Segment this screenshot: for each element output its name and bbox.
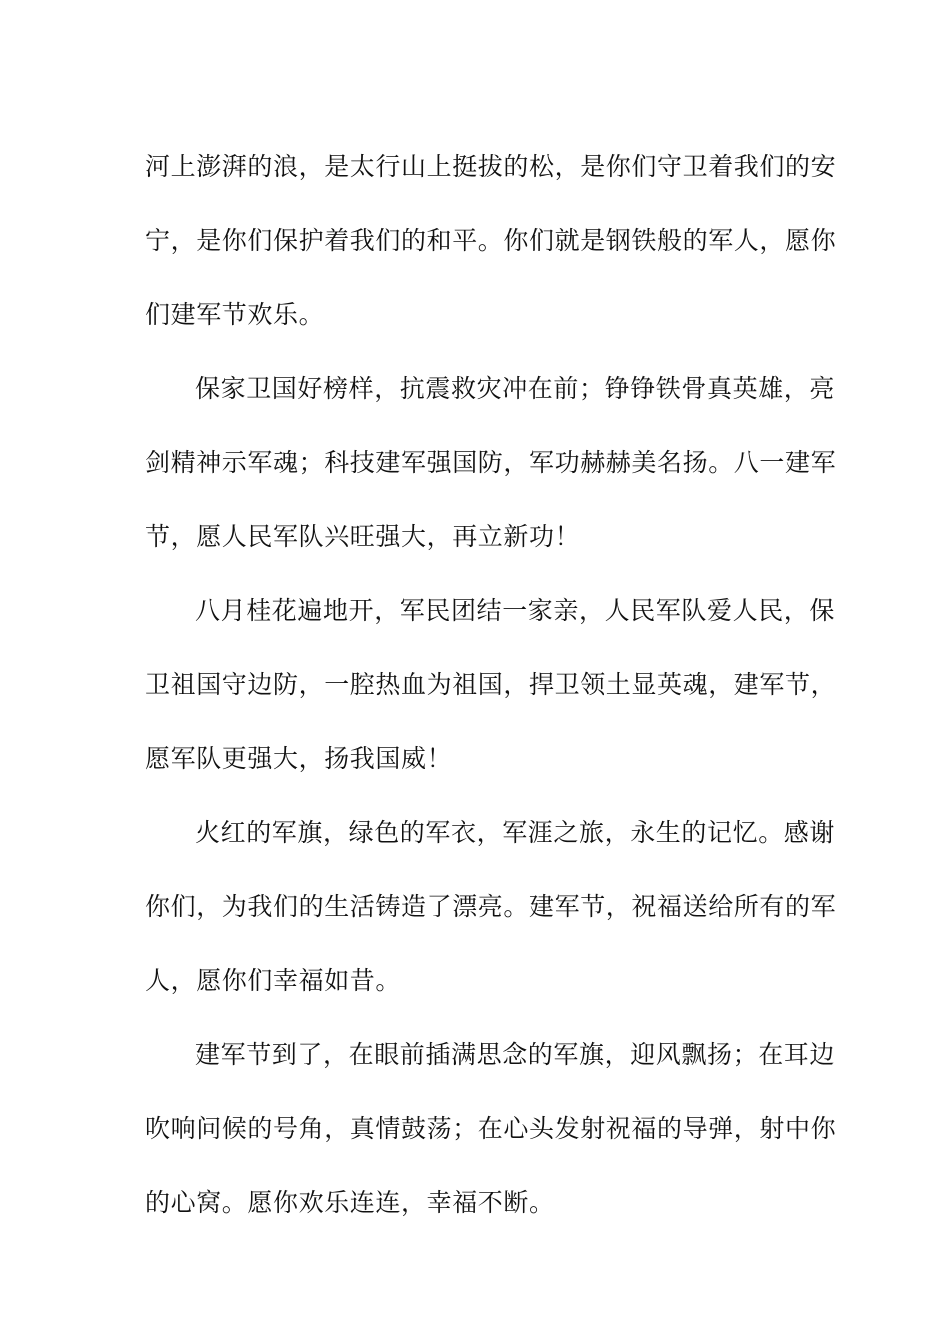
text-line: 你们，为我们的生活铸造了漂亮。建军节，祝福送给所有的军 [145, 892, 837, 921]
text-line: 保家卫国好榜样，抗震救灾冲在前；铮铮铁骨真英雄，亮 [195, 374, 836, 403]
text-line: 剑精神示军魂；科技建军强国防，军功赫赫美名扬。八一建军 [145, 448, 837, 477]
text-line: 节，愿人民军队兴旺强大，再立新功！ [145, 522, 581, 551]
text-line: 们建军节欢乐。 [145, 300, 325, 329]
text-line: 吹响问候的号角，真情鼓荡；在心头发射祝福的导弹，射中你 [145, 1114, 837, 1143]
text-line: 卫祖国守边防，一腔热血为祖国，捍卫领土显英魂，建军节， [145, 670, 837, 699]
paragraph-3 [145, 574, 837, 796]
paragraph-2 [145, 352, 837, 574]
paragraph-1 [145, 130, 837, 352]
text-line: 的心窝。愿你欢乐连连，幸福不断。 [145, 1188, 555, 1217]
text-line: 八月桂花遍地开，军民团结一家亲，人民军队爱人民，保 [195, 596, 836, 625]
document-body [145, 130, 837, 1240]
text-line: 人，愿你们幸福如昔。 [145, 966, 402, 995]
text-line: 河上澎湃的浪，是太行山上挺拔的松，是你们守卫着我们的安 [145, 152, 837, 181]
text-line: 愿军队更强大，扬我国威！ [145, 744, 453, 773]
paragraph-5 [145, 1018, 837, 1240]
paragraph-4 [145, 796, 837, 1018]
text-line: 火红的军旗，绿色的军衣，军涯之旅，永生的记忆。感谢 [195, 818, 836, 847]
text-line: 宁，是你们保护着我们的和平。你们就是钢铁般的军人，愿你 [145, 226, 837, 255]
text-line: 建军节到了，在眼前插满思念的军旗，迎风飘扬；在耳边 [195, 1040, 836, 1069]
